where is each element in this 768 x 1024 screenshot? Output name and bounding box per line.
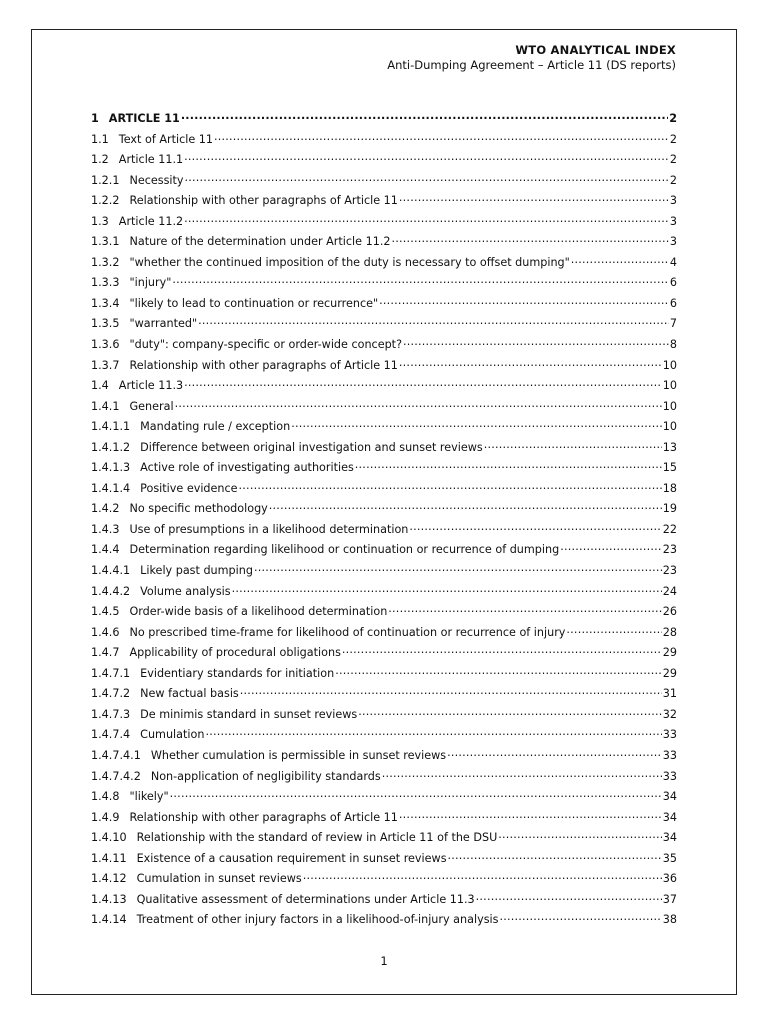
toc-entry-number: 1.4.7.3 bbox=[91, 707, 131, 721]
toc-entry-number: 1.2 bbox=[91, 153, 109, 167]
toc-entry[interactable] bbox=[91, 355, 677, 376]
toc-entry[interactable] bbox=[91, 149, 677, 170]
toc-leader-dots bbox=[448, 848, 662, 862]
toc-entry-page: 2 bbox=[669, 112, 677, 125]
toc-leader-dots bbox=[214, 129, 669, 143]
toc-entry-title: Use of presumptions in a likelihood determination bbox=[129, 522, 409, 536]
toc-entry-page: 29 bbox=[662, 646, 677, 660]
toc-entry[interactable] bbox=[91, 766, 677, 787]
toc-entry-number: 1.4.7.2 bbox=[91, 687, 131, 701]
toc-leader-dots bbox=[498, 827, 661, 841]
toc-leader-dots bbox=[560, 539, 662, 553]
toc-entry-title: Positive evidence bbox=[140, 481, 238, 495]
toc-entry-page: 31 bbox=[662, 687, 677, 701]
toc-entry-title: General bbox=[129, 399, 174, 413]
toc-entry-title: Volume analysis bbox=[140, 584, 231, 598]
toc-entry-number: 1.4.11 bbox=[91, 851, 127, 865]
toc-entry-number: 1.4.3 bbox=[91, 522, 120, 536]
toc-entry-page: 10 bbox=[662, 358, 677, 372]
toc-entry-title: Applicability of procedural obligations bbox=[129, 646, 341, 660]
page-header bbox=[387, 43, 676, 73]
toc-entry-number: 1 bbox=[91, 112, 99, 125]
toc-entry[interactable] bbox=[91, 211, 677, 232]
toc-entry-page: 26 bbox=[662, 605, 677, 619]
toc-leader-dots bbox=[399, 807, 662, 821]
header-title: WTO ANALYTICAL INDEX bbox=[515, 43, 676, 57]
toc-entry-page: 13 bbox=[662, 440, 677, 454]
toc-entry[interactable] bbox=[91, 848, 677, 869]
toc-entry-number: 1.4.10 bbox=[91, 831, 127, 845]
toc-entry[interactable] bbox=[91, 416, 677, 437]
toc-entry[interactable] bbox=[91, 560, 677, 581]
toc-entry-number: 1.1 bbox=[91, 132, 109, 146]
toc-entry[interactable] bbox=[91, 581, 677, 602]
toc-leader-dots bbox=[571, 252, 669, 266]
toc-entry-page: 32 bbox=[662, 707, 677, 721]
toc-entry-title: Article 11.2 bbox=[118, 214, 184, 228]
toc-entry[interactable] bbox=[91, 601, 677, 622]
toc-entry-page: 3 bbox=[669, 194, 677, 208]
toc-entry[interactable] bbox=[91, 190, 677, 211]
toc-entry-title: Mandating rule / exception bbox=[140, 420, 291, 434]
toc-entry[interactable] bbox=[91, 231, 677, 252]
toc-leader-dots bbox=[342, 642, 662, 656]
toc-leader-dots bbox=[185, 170, 669, 184]
toc-entry-title: Treatment of other injury factors in a likelihood-of-injury analysis bbox=[136, 913, 499, 927]
toc-entry[interactable] bbox=[91, 519, 677, 540]
toc-entry[interactable] bbox=[91, 437, 677, 458]
toc-entry-number: 1.4.8 bbox=[91, 790, 120, 804]
toc-leader-dots bbox=[382, 766, 662, 780]
toc-entry[interactable] bbox=[91, 786, 677, 807]
toc-entry-title: De minimis standard in sunset reviews bbox=[140, 707, 358, 721]
toc-entry-title: New factual basis bbox=[140, 687, 239, 701]
toc-entry-title: Evidentiary standards for initiation bbox=[140, 666, 335, 680]
toc-entry-number: 1.4.1 bbox=[91, 399, 120, 413]
toc-entry[interactable] bbox=[91, 745, 677, 766]
toc-entry-title: Likely past dumping bbox=[140, 564, 253, 578]
toc-entry[interactable] bbox=[91, 868, 677, 889]
toc-entry-page: 6 bbox=[669, 296, 677, 310]
toc-entry-title: Qualitative assessment of determinations under Article 11.3 bbox=[136, 892, 475, 906]
toc-leader-dots bbox=[239, 478, 662, 492]
toc-entry-number: 1.4.1.3 bbox=[91, 461, 131, 475]
toc-entry[interactable] bbox=[91, 334, 677, 355]
toc-entry[interactable] bbox=[91, 272, 677, 293]
toc-entry-page: 10 bbox=[662, 379, 677, 393]
toc-entry-number: 1.3.2 bbox=[91, 255, 120, 269]
toc-entry-title: Necessity bbox=[129, 173, 184, 187]
toc-leader-dots bbox=[379, 293, 669, 307]
toc-entry-page: 28 bbox=[662, 625, 677, 639]
toc-entry-number: 1.4.7.4.1 bbox=[91, 748, 141, 762]
toc-entry[interactable] bbox=[91, 478, 677, 499]
toc-entry-title: Whether cumulation is permissible in sunset reviews bbox=[150, 748, 447, 762]
toc-entry-page: 33 bbox=[662, 728, 677, 742]
toc-entry-page: 10 bbox=[662, 420, 677, 434]
toc-entry-page: 34 bbox=[662, 831, 677, 845]
toc-leader-dots bbox=[499, 909, 661, 923]
toc-entry-title: Relationship with other paragraphs of Article 11 bbox=[129, 810, 398, 824]
toc-entry[interactable] bbox=[91, 663, 677, 684]
toc-entry-number: 1.4.5 bbox=[91, 605, 120, 619]
toc-entry-number: 1.2.1 bbox=[91, 173, 120, 187]
toc-leader-dots bbox=[181, 108, 668, 122]
toc-entry-number: 1.3 bbox=[91, 214, 109, 228]
toc-entry-page: 29 bbox=[662, 666, 677, 680]
toc-entry[interactable] bbox=[91, 807, 677, 828]
toc-entry[interactable] bbox=[91, 457, 677, 478]
toc-entry-page: 6 bbox=[669, 276, 677, 290]
toc-entry-number: 1.4.7 bbox=[91, 646, 120, 660]
toc-leader-dots bbox=[184, 149, 669, 163]
toc-entry[interactable] bbox=[91, 108, 677, 129]
toc-entry-title: "likely" bbox=[129, 790, 169, 804]
toc-entry-title: Relationship with other paragraphs of Article 11 bbox=[129, 358, 398, 372]
toc-leader-dots bbox=[388, 601, 661, 615]
document-page bbox=[31, 29, 737, 995]
toc-entry-page: 22 bbox=[662, 522, 677, 536]
toc-leader-dots bbox=[172, 272, 668, 286]
toc-entry-number: 1.3.4 bbox=[91, 296, 120, 310]
toc-leader-dots bbox=[335, 663, 662, 677]
toc-entry-title: Cumulation bbox=[140, 728, 205, 742]
toc-entry-title: ARTICLE 11 bbox=[108, 112, 180, 125]
toc-entry-title: No specific methodology bbox=[129, 502, 268, 516]
toc-entry-page: 3 bbox=[669, 235, 677, 249]
toc-entry-page: 2 bbox=[669, 153, 677, 167]
toc-leader-dots bbox=[409, 519, 661, 533]
toc-entry[interactable] bbox=[91, 683, 677, 704]
toc-entry-page: 15 bbox=[662, 461, 677, 475]
toc-entry-page: 2 bbox=[669, 173, 677, 187]
toc-leader-dots bbox=[170, 786, 662, 800]
toc-entry-title: Determination regarding likelihood or continuation or recurrence of dumping bbox=[129, 543, 560, 557]
toc-entry-number: 1.3.7 bbox=[91, 358, 120, 372]
toc-entry-page: 33 bbox=[662, 748, 677, 762]
toc-entry-page: 38 bbox=[662, 913, 677, 927]
toc-entry-number: 1.2.2 bbox=[91, 194, 120, 208]
toc-entry-number: 1.4.4.2 bbox=[91, 584, 131, 598]
toc-leader-dots bbox=[254, 560, 662, 574]
header-subtitle: Anti-Dumping Agreement – Article 11 (DS reports) bbox=[387, 58, 676, 72]
toc-entry-page: 8 bbox=[669, 338, 677, 352]
toc-entry[interactable] bbox=[91, 909, 677, 930]
toc-leader-dots bbox=[358, 704, 662, 718]
toc-entry-title: "injury" bbox=[129, 276, 172, 290]
toc-entry-title: "likely to lead to continuation or recurrence" bbox=[129, 296, 379, 310]
toc-entry[interactable] bbox=[91, 170, 677, 191]
toc-entry[interactable] bbox=[91, 889, 677, 910]
toc-leader-dots bbox=[447, 745, 662, 759]
toc-entry-page: 23 bbox=[662, 564, 677, 578]
toc-entry-number: 1.4.2 bbox=[91, 502, 120, 516]
toc-entry-page: 4 bbox=[669, 255, 677, 269]
toc-entry-title: "whether the continued imposition of the duty is necessary to offset dumping" bbox=[129, 255, 570, 269]
toc-entry-number: 1.4.4 bbox=[91, 543, 120, 557]
toc-leader-dots bbox=[232, 581, 662, 595]
toc-entry-page: 36 bbox=[662, 872, 677, 886]
toc-entry-title: Article 11.1 bbox=[118, 153, 184, 167]
toc-leader-dots bbox=[476, 889, 662, 903]
toc-entry[interactable] bbox=[91, 704, 677, 725]
toc-leader-dots bbox=[303, 868, 662, 882]
toc-entry-number: 1.3.6 bbox=[91, 338, 120, 352]
table-of-contents bbox=[91, 108, 677, 930]
toc-entry-title: Nature of the determination under Article 11.2 bbox=[129, 235, 391, 249]
toc-leader-dots bbox=[399, 355, 662, 369]
toc-entry[interactable] bbox=[91, 539, 677, 560]
toc-entry[interactable] bbox=[91, 498, 677, 519]
toc-entry-page: 37 bbox=[662, 892, 677, 906]
toc-leader-dots bbox=[291, 416, 662, 430]
toc-entry-page: 33 bbox=[662, 769, 677, 783]
toc-entry[interactable] bbox=[91, 293, 677, 314]
toc-entry-title: Relationship with other paragraphs of Article 11 bbox=[129, 194, 398, 208]
toc-entry-title: Difference between original investigation and sunset reviews bbox=[140, 440, 483, 454]
toc-entry-number: 1.4.6 bbox=[91, 625, 120, 639]
toc-entry-title: Active role of investigating authorities bbox=[140, 461, 354, 475]
toc-entry[interactable] bbox=[91, 622, 677, 643]
toc-entry-number: 1.4.4.1 bbox=[91, 564, 131, 578]
toc-entry-title: Non-application of negligibility standards bbox=[150, 769, 381, 783]
toc-entry-page: 10 bbox=[662, 399, 677, 413]
toc-entry-number: 1.4.14 bbox=[91, 913, 127, 927]
toc-leader-dots bbox=[484, 437, 662, 451]
toc-entry-number: 1.4.7.4.2 bbox=[91, 769, 141, 783]
toc-entry[interactable] bbox=[91, 375, 677, 396]
toc-entry[interactable] bbox=[91, 129, 677, 150]
toc-entry[interactable] bbox=[91, 827, 677, 848]
toc-entry-number: 1.4.1.4 bbox=[91, 481, 131, 495]
toc-entry-number: 1.4.1.2 bbox=[91, 440, 131, 454]
page-number: 1 bbox=[380, 954, 388, 968]
toc-entry-number: 1.4 bbox=[91, 379, 109, 393]
toc-entry-title: "warranted" bbox=[129, 317, 198, 331]
toc-entry-title: Existence of a causation requirement in sunset reviews bbox=[136, 851, 447, 865]
toc-entry-page: 3 bbox=[669, 214, 677, 228]
toc-leader-dots bbox=[184, 375, 662, 389]
toc-entry-title: Cumulation in sunset reviews bbox=[136, 872, 302, 886]
toc-leader-dots bbox=[198, 313, 669, 327]
toc-leader-dots bbox=[566, 622, 661, 636]
toc-entry-title: Article 11.3 bbox=[118, 379, 184, 393]
toc-entry-title: Text of Article 11 bbox=[118, 132, 213, 146]
toc-leader-dots bbox=[205, 724, 661, 738]
toc-entry-number: 1.4.13 bbox=[91, 892, 127, 906]
toc-leader-dots bbox=[175, 396, 662, 410]
toc-leader-dots bbox=[403, 334, 669, 348]
toc-entry-page: 23 bbox=[662, 543, 677, 557]
toc-entry-number: 1.3.1 bbox=[91, 235, 120, 249]
toc-entry-number: 1.3.3 bbox=[91, 276, 120, 290]
toc-entry[interactable] bbox=[91, 642, 677, 663]
toc-entry-number: 1.4.9 bbox=[91, 810, 120, 824]
toc-entry-page: 24 bbox=[662, 584, 677, 598]
toc-entry-title: Order-wide basis of a likelihood determination bbox=[129, 605, 388, 619]
toc-leader-dots bbox=[240, 683, 662, 697]
toc-entry[interactable] bbox=[91, 724, 677, 745]
toc-entry-title: "duty": company-specific or order-wide concept? bbox=[129, 338, 403, 352]
toc-leader-dots bbox=[392, 231, 669, 245]
toc-leader-dots bbox=[184, 211, 669, 225]
toc-leader-dots bbox=[399, 190, 669, 204]
toc-entry-page: 19 bbox=[662, 502, 677, 516]
toc-entry[interactable] bbox=[91, 396, 677, 417]
toc-leader-dots bbox=[355, 457, 662, 471]
toc-entry-page: 34 bbox=[662, 790, 677, 804]
toc-entry-number: 1.4.12 bbox=[91, 872, 127, 886]
toc-entry-number: 1.4.7.4 bbox=[91, 728, 131, 742]
toc-entry-page: 7 bbox=[669, 317, 677, 331]
toc-entry-number: 1.4.7.1 bbox=[91, 666, 131, 680]
toc-entry-number: 1.3.5 bbox=[91, 317, 120, 331]
toc-entry[interactable] bbox=[91, 313, 677, 334]
toc-entry-page: 34 bbox=[662, 810, 677, 824]
toc-leader-dots bbox=[269, 498, 662, 512]
toc-entry-number: 1.4.1.1 bbox=[91, 420, 131, 434]
toc-entry-title: Relationship with the standard of review in Article 11 of the DSU bbox=[136, 831, 498, 845]
toc-entry-title: No prescribed time-frame for likelihood of continuation or recurrence of injury bbox=[129, 625, 566, 639]
toc-entry-page: 18 bbox=[662, 481, 677, 495]
toc-entry[interactable] bbox=[91, 252, 677, 273]
toc-entry-page: 2 bbox=[669, 132, 677, 146]
toc-entry-page: 35 bbox=[662, 851, 677, 865]
